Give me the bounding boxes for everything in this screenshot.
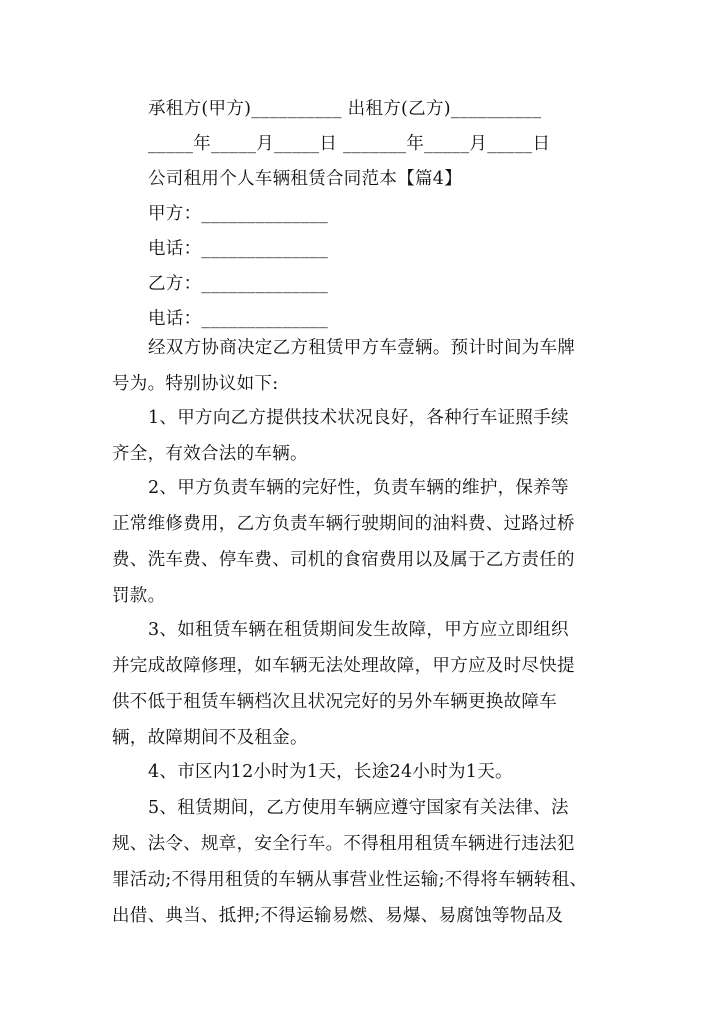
paragraph-line: 号为。特别协议如下: (112, 374, 279, 394)
phone-b-field: 电话：______________ (148, 309, 329, 329)
paragraph-line: 1、甲方向乙方提供技术状况良好，各种行车证照手续 (148, 408, 569, 428)
paragraph-line: 2、甲方负责车辆的完好性，负责车辆的维护，保养等 (148, 478, 569, 498)
phone-a-field: 电话：______________ (148, 239, 329, 259)
party-b-field: 乙方：______________ (148, 274, 329, 294)
paragraph-line: 3、如租赁车辆在租赁期间发生故障，甲方应立即组织 (148, 620, 569, 640)
paragraph-line: 规、法令、规章，安全行车。不得租用租赁车辆进行违法犯 (112, 834, 575, 854)
date-line: _____年_____月_____日 _______年_____月_____日 (148, 134, 551, 154)
contract-title: 公司租用个人车辆租赁合同范本【篇4】 (148, 169, 463, 189)
paragraph-line: 并完成故障修理，如车辆无法处理故障，甲方应及时尽快提 (112, 656, 575, 676)
intro-paragraph (112, 336, 632, 408)
signature-line: 承租方(甲方)__________ 出租方(乙方)__________ (148, 99, 542, 119)
paragraph-line: 正常维修费用，乙方负责车辆行驶期间的油料费、过路过桥 (112, 514, 575, 534)
clause-4 (112, 760, 632, 796)
party-a-field: 甲方：______________ (148, 204, 329, 224)
paragraph-line: 罚款。 (112, 586, 166, 606)
paragraph-line: 费、洗车费、停车费、司机的食宿费用以及属于乙方责任的 (112, 550, 575, 570)
clause-2 (112, 476, 632, 620)
paragraph-line: 5、租赁期间，乙方使用车辆应遵守国家有关法律、法 (148, 798, 569, 818)
paragraph-line: 罪活动;不得用租赁的车辆从事营业性运输;不得将车辆转租、 (112, 870, 588, 890)
paragraph-line: 经双方协商决定乙方租赁甲方车壹辆。预计时间为车牌 (148, 338, 576, 358)
clause-3 (112, 618, 632, 762)
paragraph-line: 辆，故障期间不及租金。 (112, 728, 308, 748)
paragraph-line: 出借、典当、抵押;不得运输易燃、易爆、易腐蚀等物品及 (112, 906, 564, 926)
paragraph-line: 4、市区内12小时为1天，长途24小时为1天。 (148, 762, 513, 782)
clause-5 (112, 796, 632, 940)
paragraph-line: 齐全，有效合法的车辆。 (112, 444, 308, 464)
clause-1 (112, 406, 632, 478)
paragraph-line: 供不低于租赁车辆档次且状况完好的另外车辆更换故障车 (112, 692, 557, 712)
